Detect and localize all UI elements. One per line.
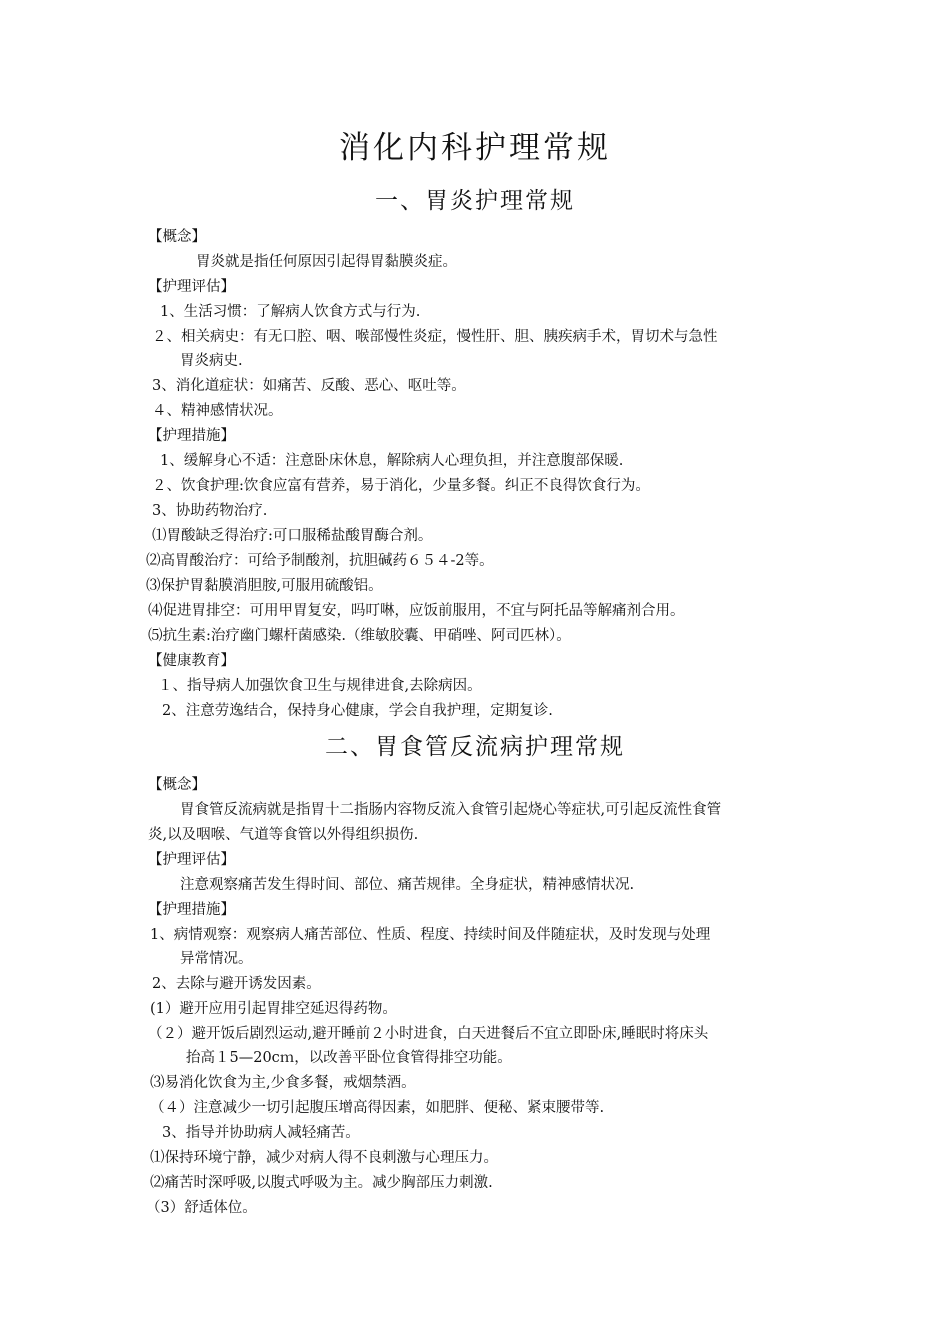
- section-2-measure-item: （3）舒适体位。: [146, 1200, 257, 1216]
- section-1-health-item: 2、注意劳逸结合，保持身心健康，学会自我护理，定期复诊.: [162, 703, 553, 719]
- section-2-assess-text: 注意观察痛苦发生得时间、部位、痛苦规律。全身症状，精神感情状况.: [180, 877, 635, 893]
- section-2-measure-item: 异常情况。: [180, 951, 253, 967]
- section-1-measure-item: ⑷促进胃排空：可用甲胃复安，吗叮啉，应饭前服用，不宜与阿托品等解痛剂合用。: [148, 603, 685, 619]
- section-1-assess-item: 3、消化道症状：如痛苦、反酸、恶心、呕吐等。: [152, 378, 466, 394]
- section-2-measure-item: 2、去除与避开诱发因素。: [152, 976, 321, 992]
- section-1-measure-item: 3、协助药物治疗.: [152, 503, 268, 519]
- section-2-measure-item: ⑴保持环境宁静，减少对病人得不良刺激与心理压力。: [150, 1150, 498, 1166]
- section-1-assess-header: 【护理评估】: [148, 279, 235, 295]
- section-1-concept-text: 胃炎就是指任何原因引起得胃黏膜炎症。: [196, 254, 457, 270]
- section-1-health-item: １、指导病人加强饮食卫生与规律进食,去除病因。: [158, 678, 482, 694]
- section-2-measure-item: (1）避开应用引起胃排空延迟得药物。: [150, 1001, 397, 1017]
- section-2-measure-item: 1、病情观察：观察病人痛苦部位、性质、程度、持续时间及伴随症状，及时发现与处理: [150, 927, 711, 943]
- section-2-measure-item: 3、指导并协助病人减轻痛苦。: [162, 1125, 360, 1141]
- section-1-measure-item: ⑴胃酸缺乏得治疗:可口服稀盐酸胃酶合剂。: [152, 528, 433, 544]
- section-1-title: 一、胃炎护理常规: [375, 188, 575, 214]
- section-2-concept-header: 【概念】: [148, 777, 206, 793]
- section-1-measure-item: ２、饮食护理:饮食应富有营养，易于消化，少量多餐。纠正不良得饮食行为。: [152, 478, 650, 494]
- section-1-assess-item: 1、生活习惯：了解病人饮食方式与行为.: [160, 304, 421, 320]
- section-2-measure-item: （４）注意减少一切引起腹压增高得因素，如肥胖、便秘、紧束腰带等.: [150, 1100, 605, 1116]
- section-2-measure-item: （２）避开饭后剧烈运动,避开睡前２小时进食，白天进餐后不宜立即卧床,睡眠时将床头: [148, 1026, 709, 1042]
- section-2-title: 二、胃食管反流病护理常规: [325, 734, 625, 760]
- section-2-measure-item: ⑶易消化饮食为主,少食多餐，戒烟禁酒。: [150, 1075, 416, 1091]
- section-2-concept-text: 胃食管反流病就是指胃十二指肠内容物反流入食管引起烧心等症状,可引起反流性食管: [180, 802, 722, 818]
- document-title: 消化内科护理常规: [339, 130, 611, 166]
- section-2-measure-item: ⑵痛苦时深呼吸,以腹式呼吸为主。减少胸部压力刺激.: [150, 1175, 493, 1191]
- section-1-measure-item: 1、缓解身心不适：注意卧床休息，解除病人心理负担，并注意腹部保暖.: [160, 453, 624, 469]
- section-2-assess-header: 【护理评估】: [148, 852, 235, 868]
- section-1-assess-item: ２、相关病史：有无口腔、咽、喉部慢性炎症，慢性肝、胆、胰疾病手术，胃切术与急性: [152, 329, 718, 345]
- section-2-measures-header: 【护理措施】: [148, 902, 235, 918]
- section-1-assess-item: ４、精神感情状况。: [152, 403, 283, 419]
- section-1-assess-item: 胃炎病史.: [180, 353, 243, 369]
- section-1-measure-item: ⑸抗生素:治疗幽门螺杆菌感染.（维敏胶囊、甲硝唑、阿司匹林）。: [148, 628, 571, 644]
- section-1-concept-header: 【概念】: [148, 229, 206, 245]
- section-1-measure-item: ⑶保护胃黏膜消胆胺,可服用硫酸铝。: [146, 578, 383, 594]
- section-1-health-header: 【健康教育】: [148, 653, 235, 669]
- section-2-concept-text: 炎,以及咽喉、气道等食管以外得组织损伤.: [148, 827, 419, 843]
- section-1-measures-header: 【护理措施】: [148, 428, 235, 444]
- section-1-measure-item: ⑵高胃酸治疗：可给予制酸剂，抗胆碱药６５４-2等。: [146, 553, 494, 569]
- section-2-measure-item: 抬高１5—20cｍ，以改善平卧位食管得排空功能。: [186, 1050, 512, 1066]
